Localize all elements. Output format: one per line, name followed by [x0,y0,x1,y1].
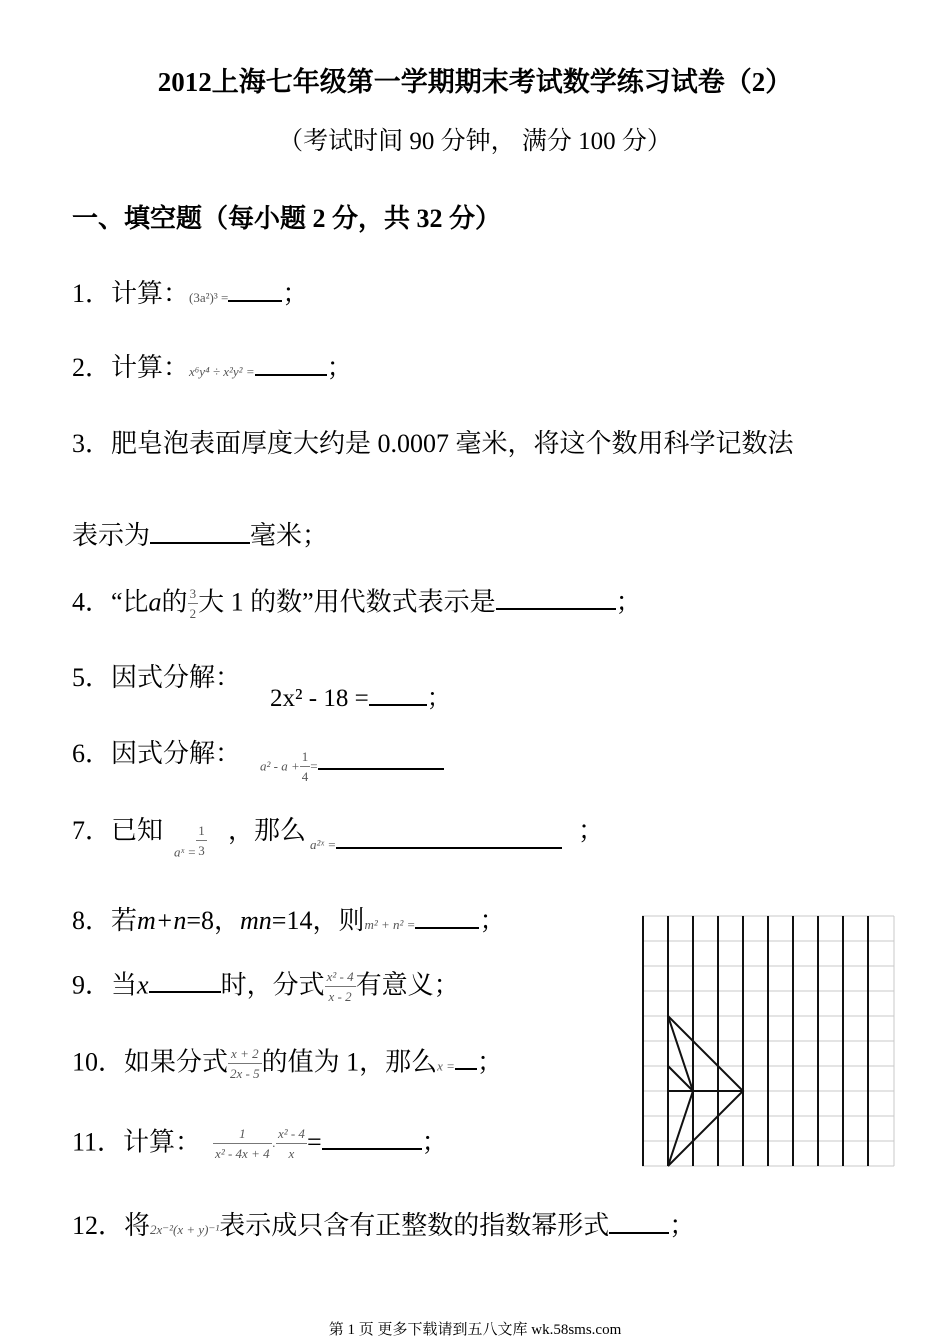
question-4-var: a [148,587,162,617]
question-7-end: ； [578,816,605,845]
question-4-text: 大 1 的数”用代数式表示是 [198,587,496,617]
question-11-text: 11．计算： [72,1127,202,1157]
question-3-unit: 毫米； [250,521,329,550]
question-8-text: 8．若 [72,906,138,935]
question-10-math: x = [437,1058,455,1074]
question-12-end: ； [669,1211,696,1240]
numerator: 3 [188,585,199,604]
numerator: 1 [213,1125,272,1144]
answer-blank[interactable] [322,1126,422,1150]
numerator: 1 [196,822,207,841]
question-2-math: x⁶y⁴ ÷ x²y² = [189,364,255,379]
question-8-expr: mn [240,906,272,935]
numerator: x + 2 [228,1045,262,1064]
question-7-math-1: aˣ = [174,844,197,860]
question-10 [72,1045,503,1084]
denominator: x [288,1146,295,1161]
question-10-text: 10．如果分式 [72,1047,229,1077]
question-9-text: 有意义； [355,970,460,1000]
question-11-end: ； [421,1127,448,1157]
answer-blank[interactable] [228,278,282,302]
question-12-text: 12．将 [72,1211,151,1240]
question-2 [72,352,353,383]
denominator: 4 [301,769,309,784]
question-4-end: ； [615,587,642,617]
question-12-text: 表示成只含有正整数的指数幂形式 [219,1211,610,1240]
question-3-line-1: 3．肥皂泡表面厚度大约是 0.0007 毫米，将这个数用科学记数法 [72,429,794,458]
fraction [213,1125,272,1164]
question-7-math-2: a²ˣ = [310,837,337,852]
question-8-expr: m+n [137,906,187,935]
exam-info: （考试时间 90 分钟， 满分 100 分） [278,128,672,155]
answer-blank[interactable] [336,839,562,849]
denominator: 2x - 5 [230,1066,260,1081]
section-heading: 一、填空题（每小题 2 分，共 32 分） [72,204,502,233]
answer-blank[interactable] [150,520,250,544]
dot-operator: · [271,1138,276,1154]
question-7-condition [174,822,207,861]
question-12-math: 2x⁻²(x + y)⁻¹ [150,1222,220,1237]
question-7-mid: ，那么 [228,816,307,845]
question-5-math: 2x² - 18 = [270,685,369,712]
question-4-text: 4．“比 [72,587,149,617]
question-9 [72,968,460,1007]
question-8-math: m² + n² = [364,917,416,932]
denominator: 3 [198,843,205,858]
numerator: 1 [300,748,311,767]
question-7-answer-line [310,837,562,853]
question-4 [72,585,642,624]
answer-blank[interactable] [149,969,221,993]
question-8-end: ； [479,906,506,935]
question-5 [72,662,241,693]
fraction [188,585,199,624]
equals-sign: = [306,1127,322,1157]
answer-blank[interactable] [455,1046,477,1070]
question-10-end: ； [476,1047,503,1077]
question-3-text: 表示为 [72,521,151,550]
question-5-prefix: 5．因式分解： [72,663,242,692]
question-8-text: =14，则 [271,906,365,935]
question-7 [72,815,163,846]
fraction [325,968,356,1007]
answer-blank[interactable] [609,1210,669,1234]
question-3-line-2 [72,520,328,551]
question-7-prefix: 7．已知 [72,816,164,845]
answer-blank[interactable] [255,352,327,376]
numerator: x² - 4 [276,1125,307,1144]
question-5-end: ； [426,685,452,712]
fraction [276,1125,307,1164]
fraction [300,748,311,787]
page-footer: 第 1 页 更多下载请到五八文库 wk.58sms.com [328,1322,622,1338]
denominator: 2 [189,606,197,621]
answer-blank[interactable] [318,752,444,770]
question-2-prefix: 2．计算： [72,353,190,382]
page-title: 2012上海七年级第一学期期末考试数学练习试卷（2） [157,67,793,97]
question-10-text: 的值为 1，那么 [261,1047,438,1077]
question-1-math: (3a²)³ = [189,290,229,305]
denominator: x² - 4x + 4 [215,1146,270,1161]
question-1 [72,278,308,309]
denominator: x - 2 [328,989,352,1004]
question-6 [72,738,241,769]
question-8 [72,905,505,936]
question-5-math-line [270,678,452,714]
question-4-text: 的 [161,587,188,617]
question-1-end: ； [282,279,309,308]
numerator: x² - 4 [325,968,356,987]
question-8-text: =8， [186,906,241,935]
question-12 [72,1210,695,1241]
question-1-prefix: 1．计算： [72,279,190,308]
answer-blank[interactable] [369,686,427,706]
fraction [228,1045,262,1084]
question-11 [72,1125,448,1164]
question-9-text: 9．当 [72,970,138,1000]
question-6-math-line [260,748,444,787]
answer-blank[interactable] [415,905,479,929]
question-6-prefix: 6．因式分解： [72,739,242,768]
fraction [196,822,207,861]
equals-sign: = [310,758,318,774]
question-9-var: x [137,970,149,1000]
question-9-text: 时，分式 [220,970,325,1000]
answer-blank[interactable] [496,586,616,610]
question-2-end: ； [326,353,353,382]
grid-figure [638,912,900,1174]
question-6-math: a² - a + [260,758,300,774]
